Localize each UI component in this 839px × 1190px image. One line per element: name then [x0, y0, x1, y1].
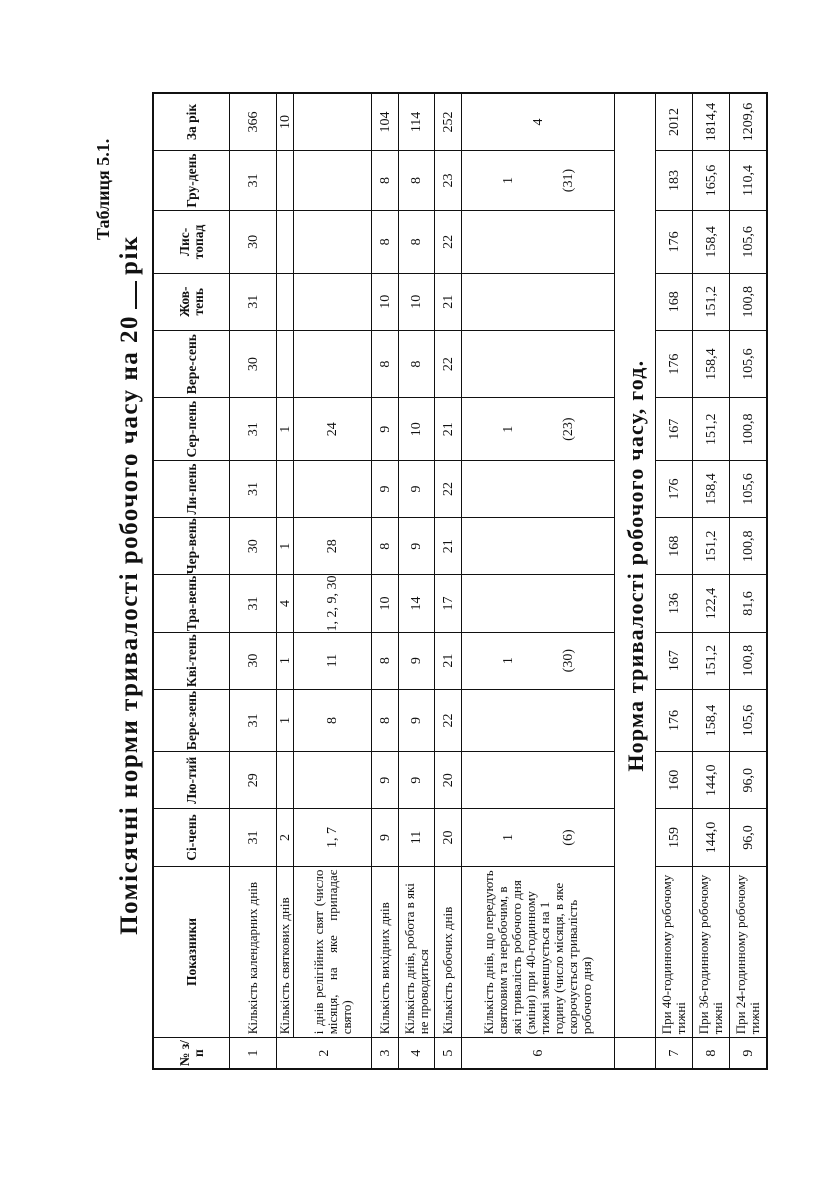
section-header-row [615, 93, 656, 1069]
month-value: 159 [656, 809, 693, 866]
month-value: 30 [230, 518, 277, 575]
month-value [277, 150, 294, 210]
month-value: 183 [656, 150, 693, 210]
month-value: 30 [230, 330, 277, 398]
month-value: 24 [294, 398, 372, 460]
table-row [462, 93, 615, 1069]
month-value: 1 (6) [462, 809, 615, 866]
month-value: 151,2 [693, 518, 730, 575]
row-label: Кількість днів, що передують святковим та неробочим, в які тривалість робочого дня (зміни) при 40-годинному тижні зменшується на 1 годину (число місяця, в яке скорочується тривалість робочого дня) [462, 866, 615, 1038]
col-month: Лис-топад [153, 211, 230, 273]
table-row [730, 93, 768, 1069]
table-row [693, 93, 730, 1069]
row-label: Кількість святкових днів [277, 866, 294, 1038]
row-number: 6 [462, 1038, 615, 1069]
month-value: 9 [399, 752, 435, 809]
title-suffix: рік [116, 235, 143, 275]
month-value: 21 [435, 398, 462, 460]
month-value [294, 211, 372, 273]
row-label: Кількість робочих днів [435, 866, 462, 1038]
month-value: 168 [656, 273, 693, 330]
month-value [462, 330, 615, 398]
month-value: 105,6 [730, 689, 768, 751]
row-number: 2 [277, 1038, 372, 1069]
year-blank-field [134, 281, 137, 309]
col-month: Бере-зень [153, 689, 230, 751]
row-number: 7 [656, 1038, 693, 1069]
col-month: Ли-пень [153, 460, 230, 517]
month-value [462, 460, 615, 517]
month-value: 1, 7 [294, 809, 372, 866]
col-month: Вере-сень [153, 330, 230, 398]
month-value: 176 [656, 460, 693, 517]
month-value: 110,4 [730, 150, 768, 210]
month-value [277, 460, 294, 517]
month-value: 165,6 [693, 150, 730, 210]
month-value: 96,0 [730, 809, 768, 866]
month-value [277, 211, 294, 273]
row-label: Кількість днів, робота в які не проводиться [399, 866, 435, 1038]
month-value: 8 [399, 330, 435, 398]
month-value: 9 [399, 689, 435, 751]
page-title [116, 105, 144, 1065]
col-indicator: Показники [153, 866, 230, 1038]
row-number: 9 [730, 1038, 768, 1069]
table-caption: Таблиця 5.1. [93, 138, 113, 240]
month-value [277, 273, 294, 330]
month-value: 31 [230, 150, 277, 210]
year-total: 1814,4 [693, 93, 730, 150]
month-value [277, 330, 294, 398]
month-value: 10 [399, 398, 435, 460]
year-total: 1209,6 [730, 93, 768, 150]
month-value [294, 330, 372, 398]
col-month: Кві-тень [153, 632, 230, 689]
month-value: 8 [372, 330, 399, 398]
month-value: 176 [656, 330, 693, 398]
month-value: 9 [399, 460, 435, 517]
month-value: 158,4 [693, 211, 730, 273]
month-value: 81,6 [730, 575, 768, 632]
table-row [294, 93, 372, 1069]
year-total [294, 93, 372, 150]
section-heading: Норма тривалості робочого часу, год. [615, 93, 656, 1038]
month-value: 22 [435, 211, 462, 273]
month-value: 11 [294, 632, 372, 689]
month-value: 9 [399, 632, 435, 689]
month-value: 100,8 [730, 518, 768, 575]
month-value: 8 [294, 689, 372, 751]
month-value: 122,4 [693, 575, 730, 632]
month-value [462, 273, 615, 330]
month-value: 136 [656, 575, 693, 632]
month-value: 9 [372, 752, 399, 809]
month-value: 31 [230, 575, 277, 632]
month-value: 168 [656, 518, 693, 575]
month-value: 176 [656, 211, 693, 273]
month-value: 10 [372, 273, 399, 330]
month-value: 31 [230, 689, 277, 751]
month-value: 151,2 [693, 273, 730, 330]
month-value [294, 460, 372, 517]
month-value: 167 [656, 632, 693, 689]
month-value: 1 [277, 398, 294, 460]
month-value: 9 [372, 398, 399, 460]
month-value: 8 [399, 150, 435, 210]
month-value: 8 [372, 632, 399, 689]
month-value: 14 [399, 575, 435, 632]
year-total: 114 [399, 93, 435, 150]
month-value: 31 [230, 398, 277, 460]
row-number: 4 [399, 1038, 435, 1069]
month-value: 31 [230, 460, 277, 517]
month-value: 20 [435, 752, 462, 809]
row-label: При 40-годинному робочому тижні [656, 866, 693, 1038]
header-row [153, 93, 230, 1069]
col-month: Гру-день [153, 150, 230, 210]
month-value: 4 [277, 575, 294, 632]
year-total: 366 [230, 93, 277, 150]
row-label: Кількість вихідних днів [372, 866, 399, 1038]
month-value: 21 [435, 273, 462, 330]
month-value: 31 [230, 273, 277, 330]
table-row [372, 93, 399, 1069]
month-value: 105,6 [730, 211, 768, 273]
year-total: 252 [435, 93, 462, 150]
row-label: При 36-годинному робочому тижні [693, 866, 730, 1038]
month-value [462, 575, 615, 632]
col-month: Чер-вень [153, 518, 230, 575]
month-value: 1 [277, 689, 294, 751]
month-value: 8 [372, 518, 399, 575]
month-value: 8 [372, 150, 399, 210]
month-value: 10 [399, 273, 435, 330]
month-value: 28 [294, 518, 372, 575]
month-value: 8 [399, 211, 435, 273]
row-label: Кількість календарних днів [230, 866, 277, 1038]
col-year: За рік [153, 93, 230, 150]
month-value: 1 [277, 518, 294, 575]
month-value: 100,8 [730, 632, 768, 689]
month-value: 100,8 [730, 398, 768, 460]
col-month: Сер-пень [153, 398, 230, 460]
month-value [462, 752, 615, 809]
month-value [462, 211, 615, 273]
month-value: 21 [435, 518, 462, 575]
table-cell [615, 1038, 656, 1069]
table-row [656, 93, 693, 1069]
month-value [462, 518, 615, 575]
month-value: 176 [656, 689, 693, 751]
month-value: 22 [435, 330, 462, 398]
table-row [435, 93, 462, 1069]
month-value: 151,2 [693, 398, 730, 460]
month-value: 8 [372, 689, 399, 751]
year-total: 4 [462, 93, 615, 150]
month-value: 160 [656, 752, 693, 809]
month-value [294, 273, 372, 330]
month-value: 2 [277, 809, 294, 866]
month-value: 29 [230, 752, 277, 809]
month-value: 21 [435, 632, 462, 689]
row-number: 1 [230, 1038, 277, 1069]
col-month: Сі-чень [153, 809, 230, 866]
month-value: 9 [372, 460, 399, 517]
month-value: 9 [399, 518, 435, 575]
row-label: При 24-годинному робочому тижні [730, 866, 768, 1038]
month-value: 22 [435, 460, 462, 517]
month-value: 9 [372, 809, 399, 866]
table-row [230, 93, 277, 1069]
col-no: № з/п [153, 1038, 230, 1069]
month-value: 30 [230, 632, 277, 689]
month-value [277, 752, 294, 809]
month-value [294, 150, 372, 210]
month-value: 11 [399, 809, 435, 866]
month-value: 17 [435, 575, 462, 632]
year-total: 10 [277, 93, 294, 150]
row-number: 8 [693, 1038, 730, 1069]
month-value: 167 [656, 398, 693, 460]
table-row [277, 93, 294, 1069]
month-value: 30 [230, 211, 277, 273]
row-number: 3 [372, 1038, 399, 1069]
month-value: 144,0 [693, 809, 730, 866]
month-value: 23 [435, 150, 462, 210]
month-value [462, 689, 615, 751]
month-value: 158,4 [693, 330, 730, 398]
month-value: 1 (31) [462, 150, 615, 210]
month-value: 158,4 [693, 689, 730, 751]
month-value: 1 (30) [462, 632, 615, 689]
month-value: 158,4 [693, 460, 730, 517]
month-value: 96,0 [730, 752, 768, 809]
month-value: 22 [435, 689, 462, 751]
col-month: Жов-тень [153, 273, 230, 330]
col-month: Лю-тий [153, 752, 230, 809]
month-value: 20 [435, 809, 462, 866]
row-number: 5 [435, 1038, 462, 1069]
table-row [399, 93, 435, 1069]
col-month: Тра-вень [153, 575, 230, 632]
month-value: 1 [277, 632, 294, 689]
month-value: 105,6 [730, 330, 768, 398]
year-total: 2012 [656, 93, 693, 150]
month-value: 151,2 [693, 632, 730, 689]
month-value: 144,0 [693, 752, 730, 809]
month-value: 105,6 [730, 460, 768, 517]
year-total: 104 [372, 93, 399, 150]
month-value: 8 [372, 211, 399, 273]
month-value: 10 [372, 575, 399, 632]
month-value: 1, 2, 9, 30 [294, 575, 372, 632]
title-text: Помісячні норми тривалості робочого часу на 20 [116, 314, 143, 935]
month-value: 100,8 [730, 273, 768, 330]
month-value [294, 752, 372, 809]
month-value: 1 (23) [462, 398, 615, 460]
row-label: і днів релігійних свят (число місяця, на яке припадає свято) [294, 866, 372, 1038]
working-time-table [152, 92, 768, 1070]
month-value: 31 [230, 809, 277, 866]
